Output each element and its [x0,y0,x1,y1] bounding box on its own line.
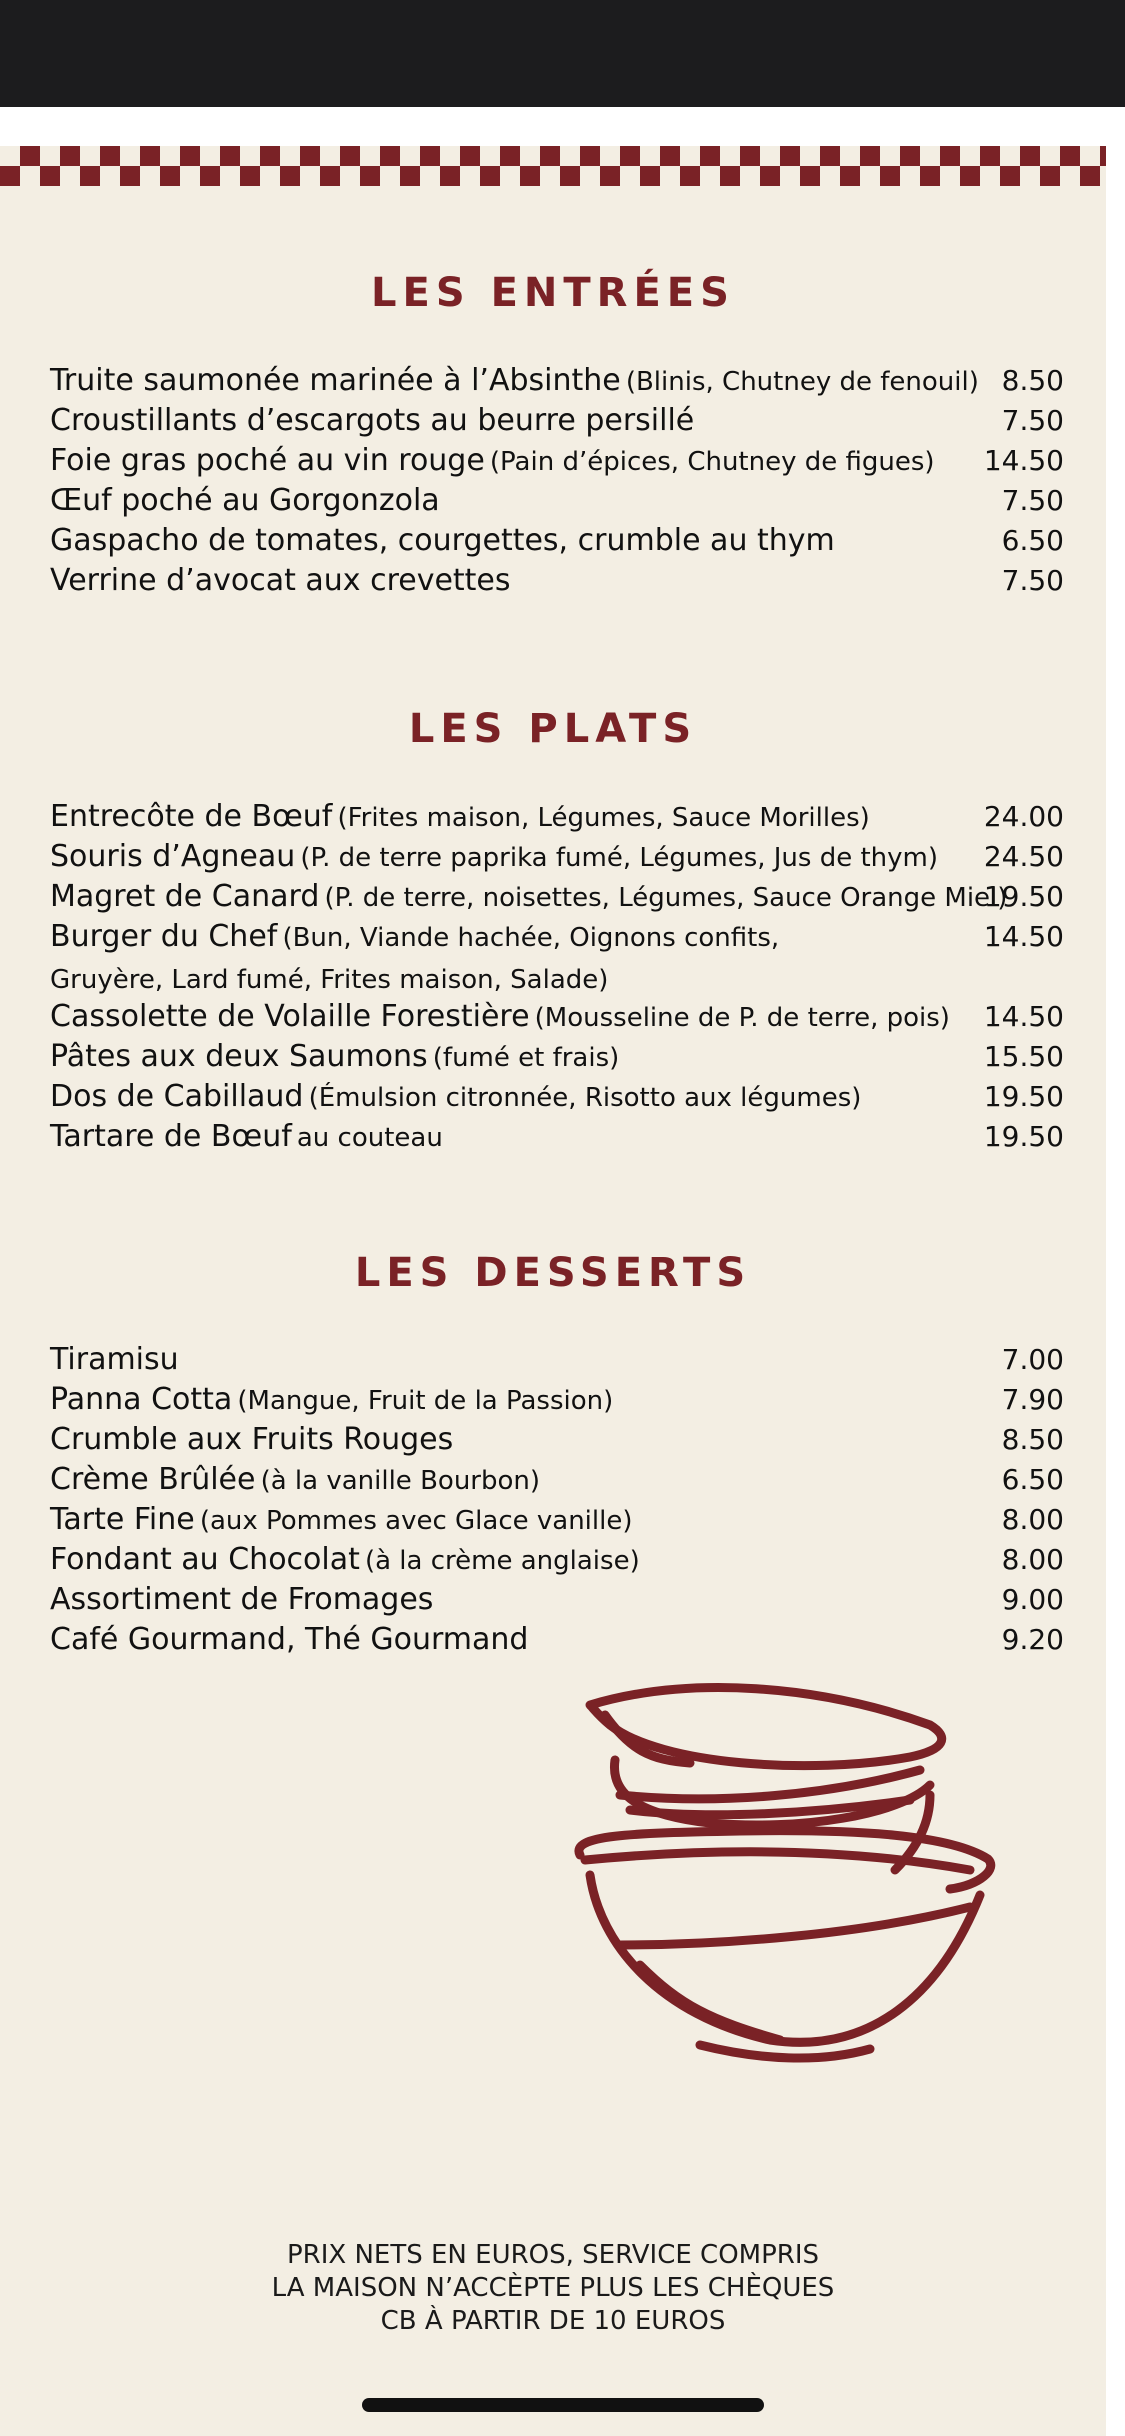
dish-price: 8.50 [1001,1423,1064,1456]
dish-price: 19.50 [983,1080,1064,1113]
menu-item [50,1037,1064,1077]
dish-name: Dos de Cabillaud [50,1079,304,1114]
menu-item [50,441,1064,481]
dish-detail: (P. de terre paprika fumé, Légumes, Jus de thym) [300,843,939,873]
dish-price: 14.50 [983,444,1064,477]
menu-item [50,997,1064,1037]
checkered-border [0,146,1106,186]
dish-detail: (Bun, Viande hachée, Oignons confits, [282,923,780,953]
footer-note [0,2239,1106,2338]
menu-item [50,1460,1064,1500]
dish-name: Assortiment de Fromages [50,1582,434,1617]
menu-item [50,797,1064,837]
dish-name: Magret de Canard [50,879,320,914]
dish-name: Panna Cotta [50,1382,233,1417]
menu-item [50,361,1064,401]
dish-name: Cassolette de Volaille Forestière [50,999,530,1034]
dish-detail: (aux Pommes avec Glace vanille) [199,1506,633,1536]
dish-price: 7.00 [1001,1343,1064,1376]
menu-item [50,1500,1064,1540]
dish-price: 15.50 [983,1040,1064,1073]
dish-detail: (à la crème anglaise) [364,1546,640,1576]
dish-detail: (Frites maison, Légumes, Sauce Morilles) [337,803,870,833]
dish-name: Tartare de Bœuf [50,1119,292,1154]
dish-price: 24.00 [983,800,1064,833]
footer-line-cheques: LA MAISON N’ACCÈPTE PLUS LES CHÈQUES [271,2273,835,2303]
menu-item [50,1117,1064,1157]
menu-item [50,481,1064,521]
dish-name: Truite saumonée marinée à l’Absinthe [50,363,621,398]
menu-item [50,1540,1064,1580]
dish-price: 14.50 [983,1000,1064,1033]
dish-name: Café Gourmand, Thé Gourmand [50,1622,529,1657]
home-indicator[interactable] [362,2398,764,2412]
dish-name: Tiramisu [50,1342,179,1377]
dish-detail: (Pain d’épices, Chutney de figues) [489,447,935,477]
dish-price: 8.50 [1001,364,1064,397]
desserts-list [50,1340,1064,1660]
menu-item [50,1580,1064,1620]
menu-item [50,401,1064,441]
dish-price: 7.50 [1001,564,1064,597]
footer-line-card: CB À PARTIR DE 10 EUROS [380,2306,726,2336]
dish-price: 8.00 [1001,1503,1064,1536]
dish-price: 6.50 [1001,1463,1064,1496]
dish-detail: (Mousseline de P. de terre, pois) [534,1003,950,1033]
dish-price: 7.50 [1001,404,1064,437]
dish-name: Burger du Chef [50,919,278,954]
dish-price: 7.90 [1001,1383,1064,1416]
dish-name: Gaspacho de tomates, courgettes, crumble au thym [50,523,835,558]
menu-item [50,877,1064,917]
dish-detail: (à la vanille Bourbon) [260,1466,541,1496]
dish-name: Verrine d’avocat aux crevettes [50,563,511,598]
section-title-desserts: LES DESSERTS [354,1250,752,1296]
menu-item [50,1077,1064,1117]
menu-item [50,521,1064,561]
footer-line-prices: PRIX NETS EN EUROS, SERVICE COMPRIS [286,2240,820,2270]
dish-price: 9.20 [1001,1623,1064,1656]
dish-name: Foie gras poché au vin rouge [50,443,485,478]
dish-detail-line2: Gruyère, Lard fumé, Frites maison, Salade) [50,965,609,995]
dish-name: Crumble aux Fruits Rouges [50,1422,454,1457]
dish-price: 8.00 [1001,1543,1064,1576]
dish-price: 6.50 [1001,524,1064,557]
dish-name: Fondant au Chocolat [50,1542,360,1577]
dish-price: 7.50 [1001,484,1064,517]
menu-item [50,561,1064,601]
dish-detail: (fumé et frais) [432,1043,620,1073]
dish-name: Crème Brûlée [50,1462,256,1497]
dish-detail: (Émulsion citronnée, Risotto aux légumes) [308,1083,862,1113]
dish-detail: (P. de terre, noisettes, Légumes, Sauce Orange Miel) [324,883,1008,913]
menu-item [50,917,1064,997]
dish-detail: (Mangue, Fruit de la Passion) [237,1386,614,1416]
dish-name: Souris d’Agneau [50,839,296,874]
dish-name: Entrecôte de Bœuf [50,799,333,834]
dish-price: 19.50 [983,880,1064,913]
section-title-plats: LES PLATS [408,706,698,752]
dish-price: 9.00 [1001,1583,1064,1616]
dish-name: Croustillants d’escargots au beurre persillé [50,403,695,438]
status-bar [0,0,1125,107]
dish-detail: au couteau [296,1123,443,1153]
dish-name: Pâtes aux deux Saumons [50,1039,428,1074]
dish-price: 24.50 [983,840,1064,873]
menu-item [50,1420,1064,1460]
menu-item [50,1340,1064,1380]
entrees-list [50,361,1064,601]
dish-name: Œuf poché au Gorgonzola [50,483,440,518]
menu-item [50,837,1064,877]
dish-price: 14.50 [983,920,1064,953]
dish-detail: (Blinis, Chutney de fenouil) [625,367,979,397]
stacked-bowls-icon [570,1645,1000,2125]
dish-price: 19.50 [983,1120,1064,1153]
section-title-entrees: LES ENTRÉES [371,270,735,316]
menu-item [50,1380,1064,1420]
plats-list [50,797,1064,1157]
dish-name: Tarte Fine [50,1502,195,1537]
